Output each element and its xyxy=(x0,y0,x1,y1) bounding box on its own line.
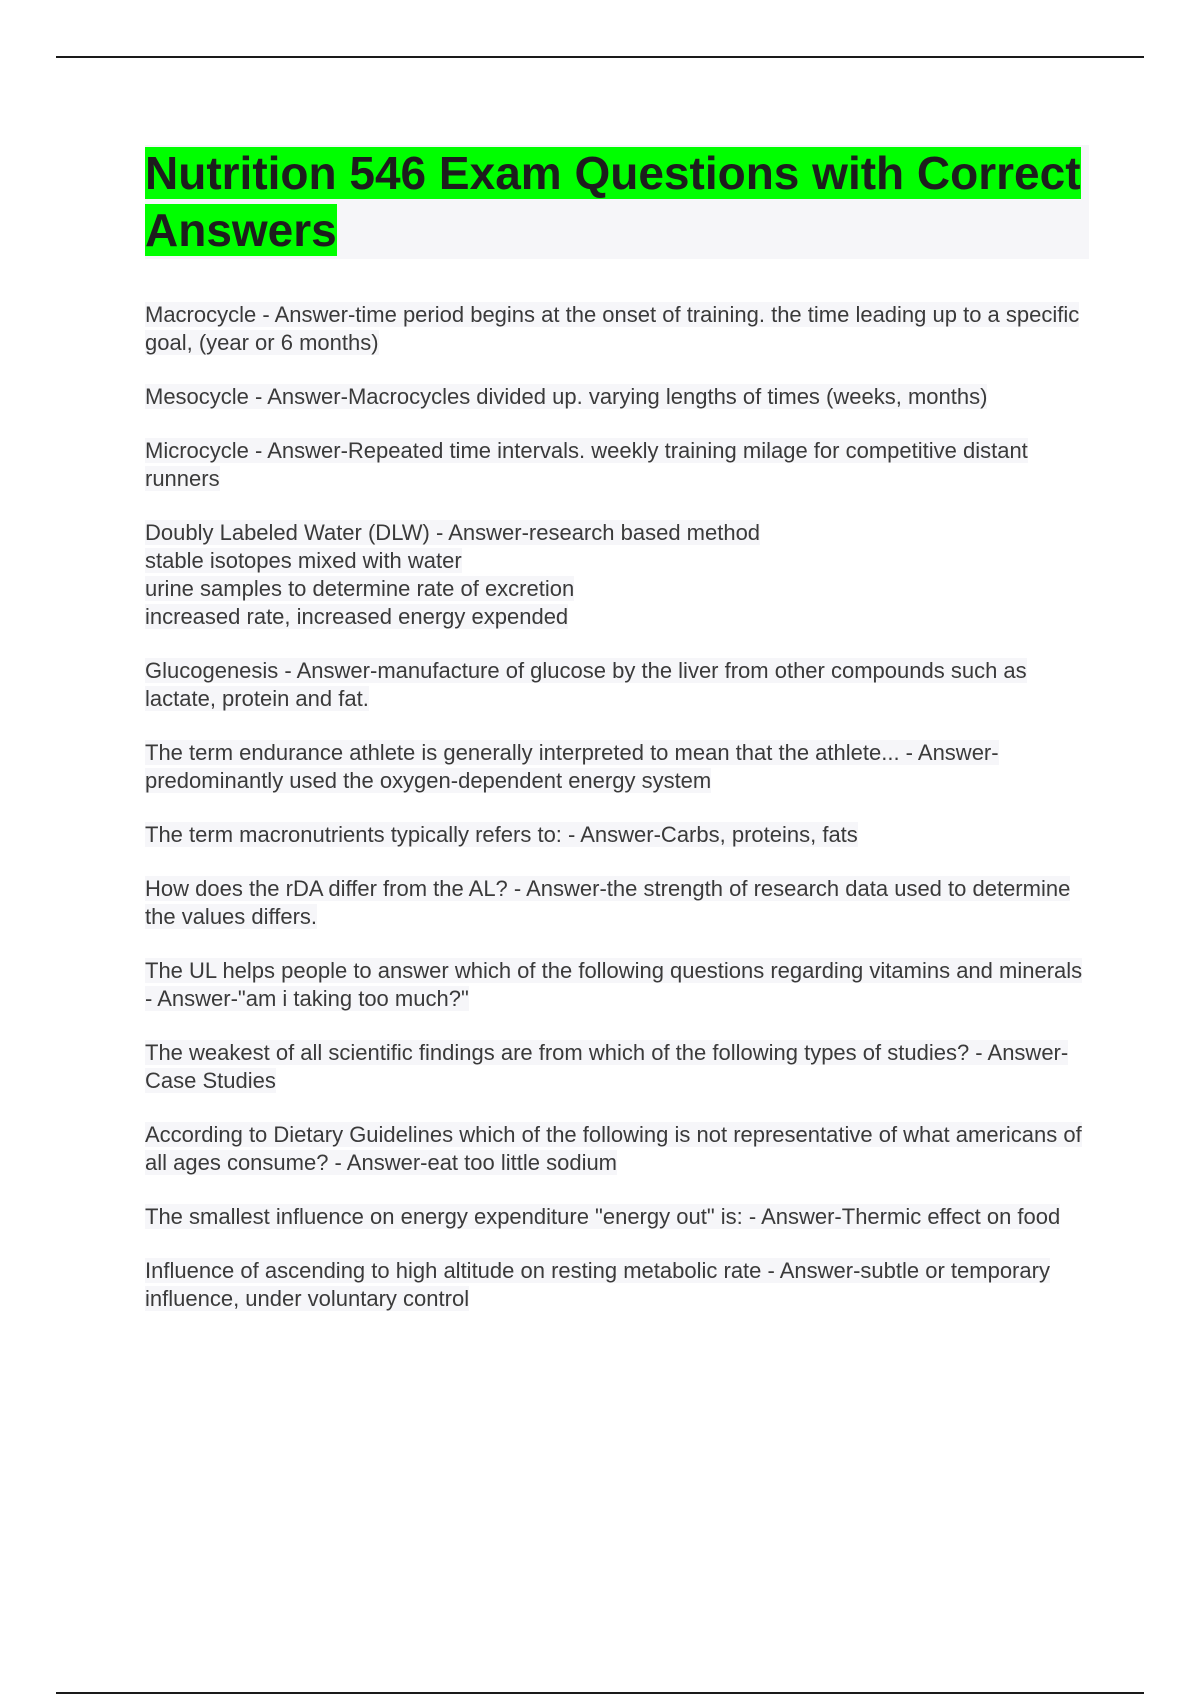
title-block xyxy=(145,145,1089,259)
top-rule xyxy=(56,56,1144,58)
qa-item-high-altitude: Influence of ascending to high altitude on resting metabolic rate - Answer-subtle or temporary influence, under voluntary control xyxy=(145,1258,1050,1311)
qa-item-macrocycle: Macrocycle - Answer-time period begins at the onset of training. the time leading up to a specific goal, (year or 6 months) xyxy=(145,302,1080,355)
qa-item-dietary-guidelines: According to Dietary Guidelines which of the following is not representative of what americans of all ages consume? - Answer-eat too little sodium xyxy=(145,1122,1082,1175)
qa-item-glucogenesis: Glucogenesis - Answer-manufacture of glucose by the liver from other compounds such as lactate, protein and fat. xyxy=(145,658,1027,711)
qa-item-energy-expenditure: The smallest influence on energy expenditure "energy out" is: - Answer-Thermic effect on food xyxy=(145,1204,1061,1229)
qa-item-macronutrients: The term macronutrients typically refers to: - Answer-Carbs, proteins, fats xyxy=(145,822,858,847)
document-title: Nutrition 546 Exam Questions with Correct Answers xyxy=(145,147,1081,256)
qa-item-doubly-labeled-water: Doubly Labeled Water (DLW) - Answer-research based method stable isotopes mixed with water urine samples to determine rate of excretion increased rate, increased energy expended xyxy=(145,520,761,629)
bottom-rule xyxy=(56,1692,1144,1694)
qa-item-ul: The UL helps people to answer which of the following questions regarding vitamins and minerals - Answer-"am i taking too much?" xyxy=(145,958,1083,1011)
document-body xyxy=(145,145,1089,1339)
qa-item-weakest-findings: The weakest of all scientific findings are from which of the following types of studies? - Answer-Case Studies xyxy=(145,1040,1069,1093)
qa-item-rda-vs-al: How does the rDA differ from the AL? - Answer-the strength of research data used to determine the values differs. xyxy=(145,876,1071,929)
qa-item-mesocycle: Mesocycle - Answer-Macrocycles divided up. varying lengths of times (weeks, months) xyxy=(145,384,988,409)
qa-item-microcycle: Microcycle - Answer-Repeated time intervals. weekly training milage for competitive distant runners xyxy=(145,438,1028,491)
qa-item-endurance-athlete: The term endurance athlete is generally interpreted to mean that the athlete... - Answer-predominantly used the oxygen-dependent energy system xyxy=(145,740,999,793)
